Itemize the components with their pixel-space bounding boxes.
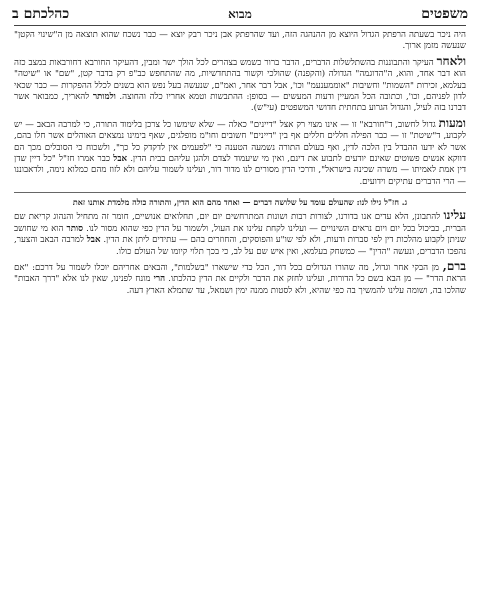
top-text: היה ניכר בשעתה הרפתק הגדול היוצא מן ההנהגה הזה, ועד שהרפתק אבן ניכר רבק יוצא — כבר נשכח שהוא תוצאה מן ה"שינוי הקטן" שנעשה מזמן ארוך. [14,30,466,52]
paragraph-2 [14,115,466,188]
paragraph-3-lead: עלינו [443,208,466,223]
paragraph-4-text: מן הבקי אחר וגדול, מה שהורו הגדולים בכל דור, הכל כדי שישארו "בשלמות", והבאים אחריהם יוכלו לשמור על דרכם: "אם הראת הדר" — מן הבא בשם כל הדורות, ועלינו לחזק את הדבר ולקיים את הדין כהלכתו. [14,262,466,285]
top-paragraph [14,30,466,53]
header-title-right: משפטים [421,6,468,22]
paragraph-3 [14,210,466,258]
paragraph-2-tail-bold: אבל [113,154,127,165]
paragraph-4-tail: מונח לפנינו, שאין לנו אלא "דרך האבות" שהלכו בה, ושומה עלינו להמשיך בה כפי שהיא, ולא לסטות ממנה ימין ושמאל, עד שתמלא הארץ דעה. [14,274,466,296]
paragraph-3-text: להתבונן, הלא עדים אנו בדורנו, לצורות רבות ושונות המתרחשים יום יום, תחלואים אנושיים, חומר זה מתחיל והנהוג קריאת שם הברית, כביכול בכל יום ויום נראים השינויים — ועלינו לקחת עלינו את העול, ולשמור על הדין כפי שהוא מסור לנו. [14,212,466,234]
paragraph-3-mid-bold: סותר [66,223,84,234]
paragraph-1-tail: להאריך, כמבואר אשר דברנו בזה לעיל, והגדול הגרוע בתחתית חדושי המשפטים (עי"ש). [14,92,466,114]
header-rule [14,25,466,26]
section-subheading: ג. חז"ל גילו לנו: שהעולם עומד על שלושה דברים — ואחד מהם הוא הדין, והתורה כולה מלמדת אותנו זאת [72,197,408,208]
paragraph-1 [14,53,466,115]
paragraph-4 [14,258,466,297]
paragraph-4-lead: ברם, [442,258,466,273]
header-title-left: כהלכתם ב [12,6,70,22]
paragraph-3-mid: הוא מי שחושב שניתן לקבוע מהלכות דין לפי סברות ודעות, ולא לפי שו"ע והפוסקים, והחוזרים בהם — עתידים ליתן את הדין. [14,223,466,246]
paragraph-2-text: גדול לחשוב, ד"חורבא" זו — אינו מצוי רק אצל "דיינים" כאלה — שלא שימשו כל צרכן בלימוד התורה, כי למרבה הבאב — יש לקבוע, ד"שיטת" זו — כבר הפילה חללים חללים אף בין "דיינים" חשובים וחו"מ מופלגים, שאף בימינו נמצאים האוהלים אשר חלו בהם, אשר לא ידעו ההבדל בין הלכה לדין, ואף בעולם התורה נשמעה הטענה כי "לפעמים אין לדקדק כל כך", ולשכוח כי הסובלים מכך הם דווקא אנשים פשוטים שאינם יודעים לתבוע את דינם, ואין מי שיעמוד לצדם ולהגן עליהם בבית הדין. [14,119,466,165]
paragraph-1-text: העיקר והתבוננות בהשתלשלות הדברים, הדבר ברור כשמש בצהרים לכל הולך ישר ומבין, דהעיקר החורבא דחורבאות במצב כזה הוא דבר אחד, והוא, ה"הדוגמה" הגדולה (והקפנה) שהולכי וקשור בהתחדשיות, מה שהתחפש כב"פ רק בדבר קטן, "שם" או "שיטה" בעלמא, זכירות "השמות" וחשיבות "אוממענעמ" וכו', אבל דבר אחר, ואמ"ם, שנעשה בעל נפש הוא בשנים לכלל ההפקרות — כבר שכאי לדון לפניהם, וכו', וכתובה הכל המעיין ודעות המעשים — בסופן: ההתבשות וטמא אחריו כלה והחוצה. [14,57,466,103]
header-section: מבוא [228,7,252,21]
page-header [12,6,468,24]
paragraph-1-tail-bold: ולמותר [92,92,116,103]
page-body [14,30,466,596]
paragraph-2-lead: ומעות [438,115,466,130]
paragraph-4-tail-bold: הרי [153,274,166,285]
paragraph-1-lead: ולאחר [436,53,466,68]
section-divider [14,192,466,193]
paragraph-3-tail-bold: אבל [86,235,101,246]
paragraph-2-tail: כבר אמרו חז"ל "כל דיין שדן דין אמת לאמיתו — משרה שכינה בישראל", ודרכי הדין מסורים לנו מדור דור, ועלינו לשמור עליהם ולא לזוז מהם כמלוא נימה, ולדאבוננו — הרי הדברים עתיקים וידועים. [14,154,466,187]
paragraph-3-tail: למרבה הבאב והצער, נהפכו הדברים, ונעשה "הדין" — כמשחק בעלמא, ואין איש שם על לב, כי בכך תלוי קיומו של העולם כולו. [14,235,466,257]
